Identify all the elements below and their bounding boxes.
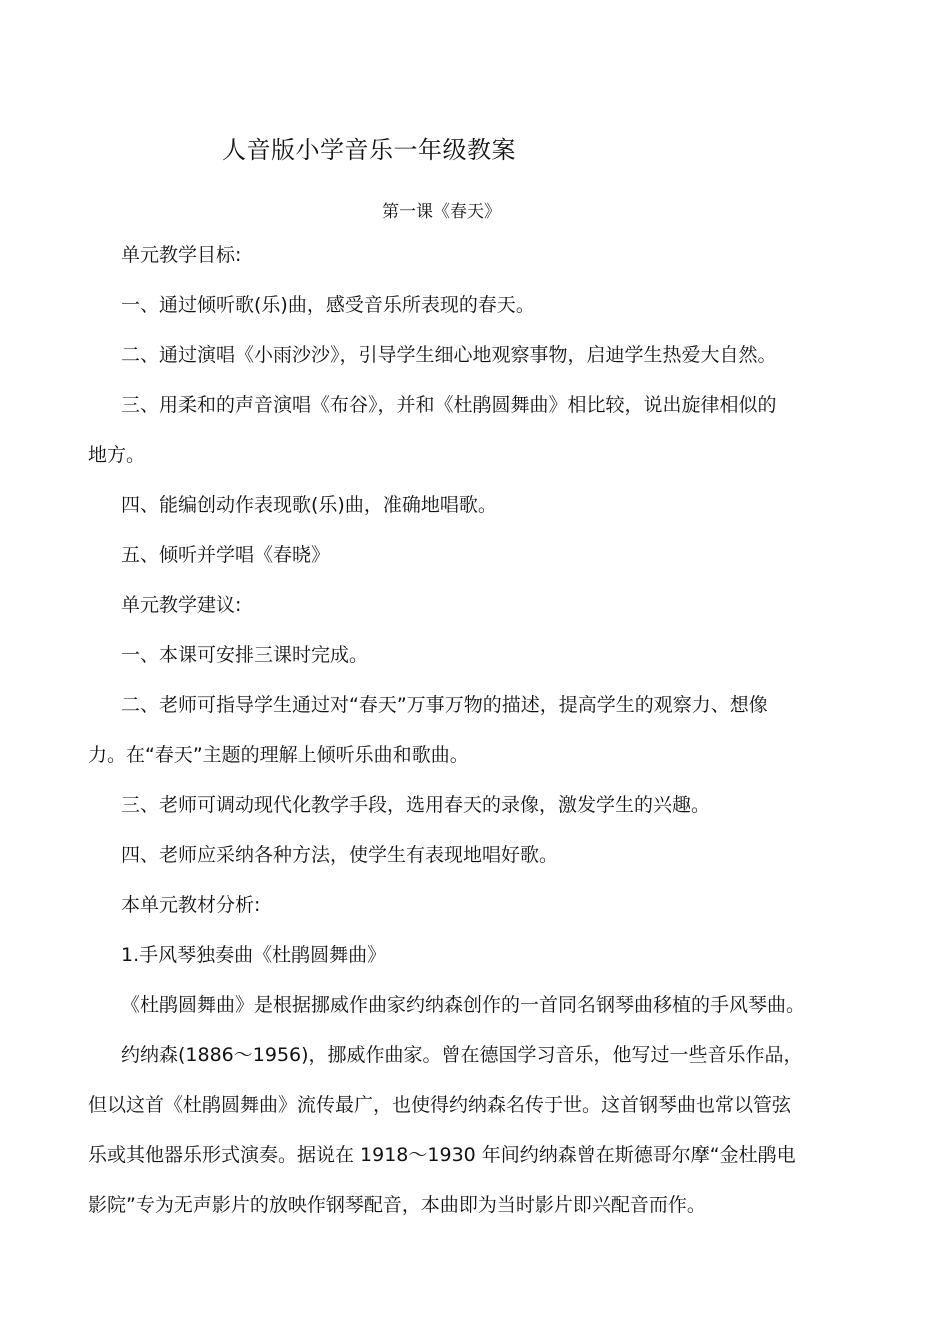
document-body — [88, 230, 806, 1230]
paragraph-line: 一、本课可安排三课时完成。 — [121, 644, 369, 666]
paragraph-line: 1.手风琴独奏曲《杜鹃圆舞曲》 — [121, 944, 387, 966]
document-title: 人音版小学音乐一年级教案 — [222, 136, 516, 164]
paragraph-line: 三、用柔和的声音演唱《布谷》，并和《杜鹃圆舞曲》相比较，说出旋律相似的 — [121, 394, 777, 416]
paragraph-line: 单元教学目标: — [121, 244, 242, 266]
paragraph-line: 一、通过倾听歌(乐)曲，感受音乐所表现的春天。 — [121, 294, 535, 316]
paragraph-line: 约纳森(1886～1956)，挪威作曲家。曾在德国学习音乐，他写过一些音乐作品， — [121, 1044, 803, 1066]
paragraph-line: 影院”专为无声影片的放映作钢琴配音，本曲即为当时影片即兴配音而作。 — [88, 1194, 706, 1216]
paragraph-line: 《杜鹃圆舞曲》是根据挪威作曲家约纳森创作的一首同名钢琴曲移植的手风琴曲。 — [121, 994, 806, 1016]
lesson-subtitle: 第一课《春天》 — [382, 202, 501, 222]
paragraph-line: 乐或其他器乐形式演奏。据说在 1918～1930 年间约纳森曾在斯德哥尔摩“金杜鹃电 — [88, 1144, 796, 1166]
paragraph-line: 力。在“春天”主题的理解上倾听乐曲和歌曲。 — [88, 744, 469, 766]
paragraph-line: 四、老师应采纳各种方法，使学生有表现地唱好歌。 — [121, 844, 559, 866]
paragraph-line: 五、倾听并学唱《春晓》 — [121, 544, 331, 566]
paragraph-line: 单元教学建议: — [121, 594, 242, 616]
paragraph-line: 但以这首《杜鹃圆舞曲》流传最广，也使得约纳森名传于世。这首钢琴曲也常以管弦 — [88, 1094, 792, 1116]
paragraph-line: 三、老师可调动现代化教学手段，选用春天的录像，激发学生的兴趣。 — [121, 794, 711, 816]
paragraph-line: 四、能编创动作表现歌(乐)曲，准确地唱歌。 — [121, 494, 497, 516]
paragraph-line: 本单元教材分析: — [121, 894, 261, 916]
paragraph-line: 二、老师可指导学生通过对“春天”万事万物的描述，提高学生的观察力、想像 — [121, 694, 768, 716]
paragraph-line: 二、通过演唱《小雨沙沙》，引导学生细心地观察事物，启迪学生热爱大自然。 — [121, 344, 777, 366]
paragraph-line: 地方。 — [88, 444, 146, 466]
